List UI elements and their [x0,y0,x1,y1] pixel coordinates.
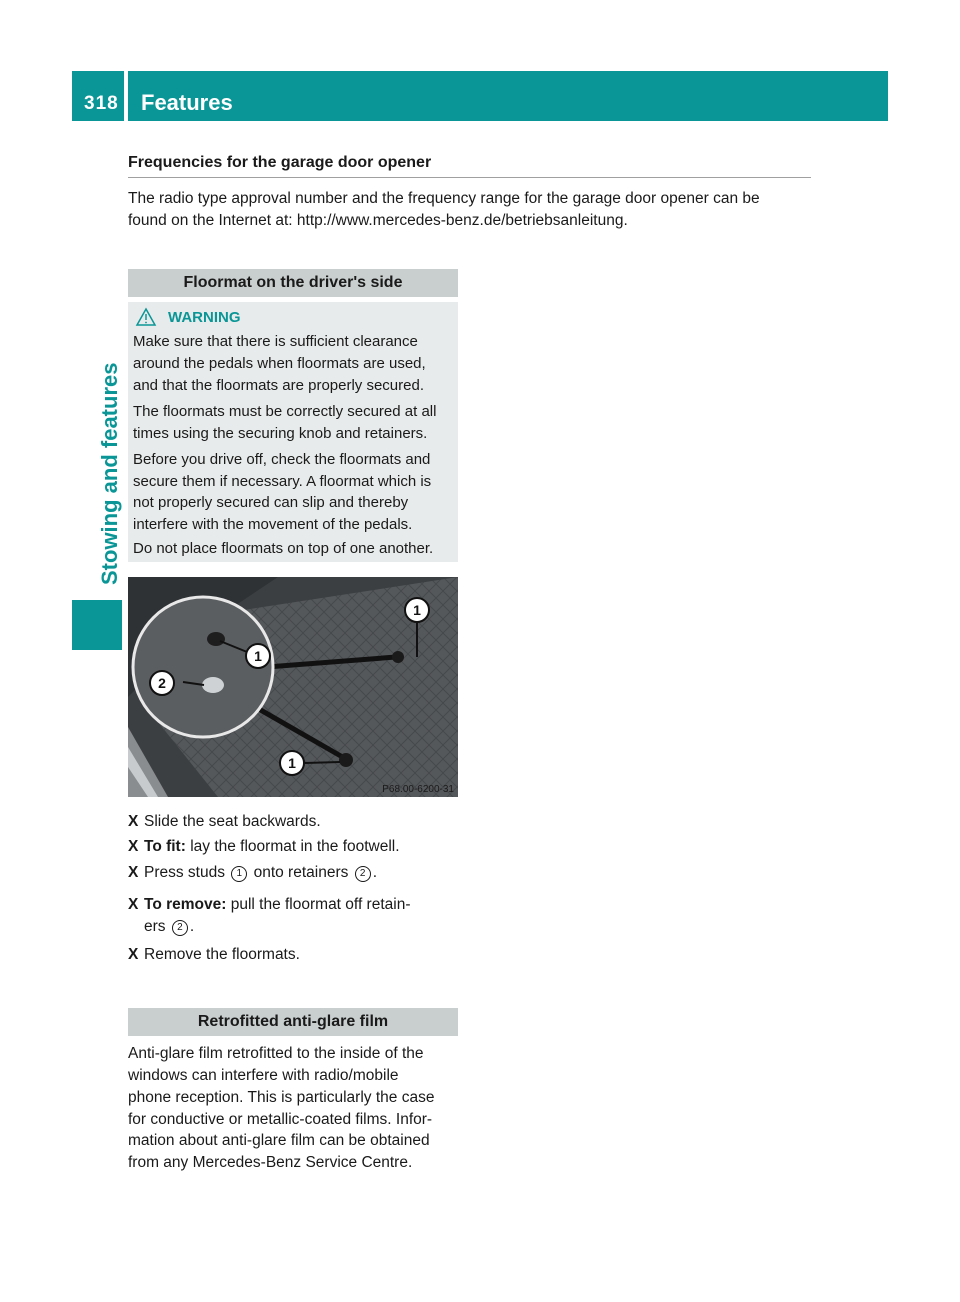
warning-line: not properly secured can slip and thereby [133,494,409,511]
chapter-tab-label: Stowing and features [97,362,122,585]
paragraph-line: phone reception. This is particularly the case [128,1089,435,1106]
callout-1-bottom [280,751,304,775]
paragraph-line: from any Mercedes-Benz Service Centre. [128,1154,413,1171]
step-arrow-icon: X [128,838,139,855]
paragraph-line: Anti-glare film retrofitted to the inside of the [128,1045,424,1062]
paragraph-line: for conductive or metallic-coated films. Infor- [128,1111,433,1128]
warning-label: WARNING [168,309,241,326]
section-title-floormat: Floormat on the driver's side [128,269,458,297]
section-title-film: Retrofitted anti-glare film [128,1008,458,1036]
warning-triangle-icon [130,307,162,327]
paragraph-line: windows can interfere with radio/mobile [128,1067,399,1084]
section-title-garage: Frequencies for the garage door opener [128,154,432,171]
callout-ref: 1 [231,866,247,882]
callout-1-inset [246,644,270,668]
paragraph-line: mation about anti-glare film can be obtained [128,1132,430,1149]
warning-line: around the pedals when floormats are used, [133,355,426,372]
svg-text:1: 1 [254,648,262,664]
header-divider [124,71,128,121]
section-divider [128,177,811,178]
svg-text:1: 1 [288,755,296,771]
svg-text:1: 1 [413,602,421,618]
paragraph-line: found on the Internet at: http://www.mercedes-benz.de/betriebsanleitung. [128,212,628,229]
warning-line: interfere with the movement of the pedals. [133,516,413,533]
instruction-step: X To remove: pull the floormat off retain- [128,894,411,916]
callout-2-inset [150,671,174,695]
svg-text:2: 2 [158,675,166,691]
warning-line: Before you drive off, check the floormats and [133,451,431,468]
page-number: 318 [84,93,119,114]
instruction-step: X To fit: lay the floormat in the footwell. [128,836,400,858]
callout-ref: 2 [172,920,188,936]
page-title: Features [141,90,233,115]
step-arrow-icon: X [128,896,139,913]
floormat-figure [128,577,458,797]
instruction-step: X Press studs 1 onto retainers 2 . [128,862,377,884]
warning-line: Do not place floormats on top of one another. [133,540,434,557]
warning-line: Make sure that there is sufficient clearance [133,333,418,350]
warning-line: and that the floormats are properly secured. [133,377,424,394]
callout-ref: 2 [355,866,371,882]
instruction-step: X Slide the seat backwards. [128,811,321,833]
warning-line: secure them if necessary. A floormat which is [133,473,432,490]
paragraph-line: The radio type approval number and the frequency range for the garage door opener can be [128,190,760,207]
instruction-step: X Remove the floormats. [128,944,300,966]
figure-code: P68.00-6200-31 [382,784,454,795]
warning-line: The floormats must be correctly secured at all [133,403,437,420]
callout-1-top [405,598,429,622]
floormat-illustration [128,577,458,797]
instruction-step-cont: ers 2 . [144,918,195,935]
warning-line: times using the securing knob and retainers. [133,425,428,442]
chapter-tab-marker [72,600,122,650]
step-arrow-icon: X [128,813,139,830]
step-arrow-icon: X [128,864,139,881]
step-arrow-icon: X [128,946,139,963]
